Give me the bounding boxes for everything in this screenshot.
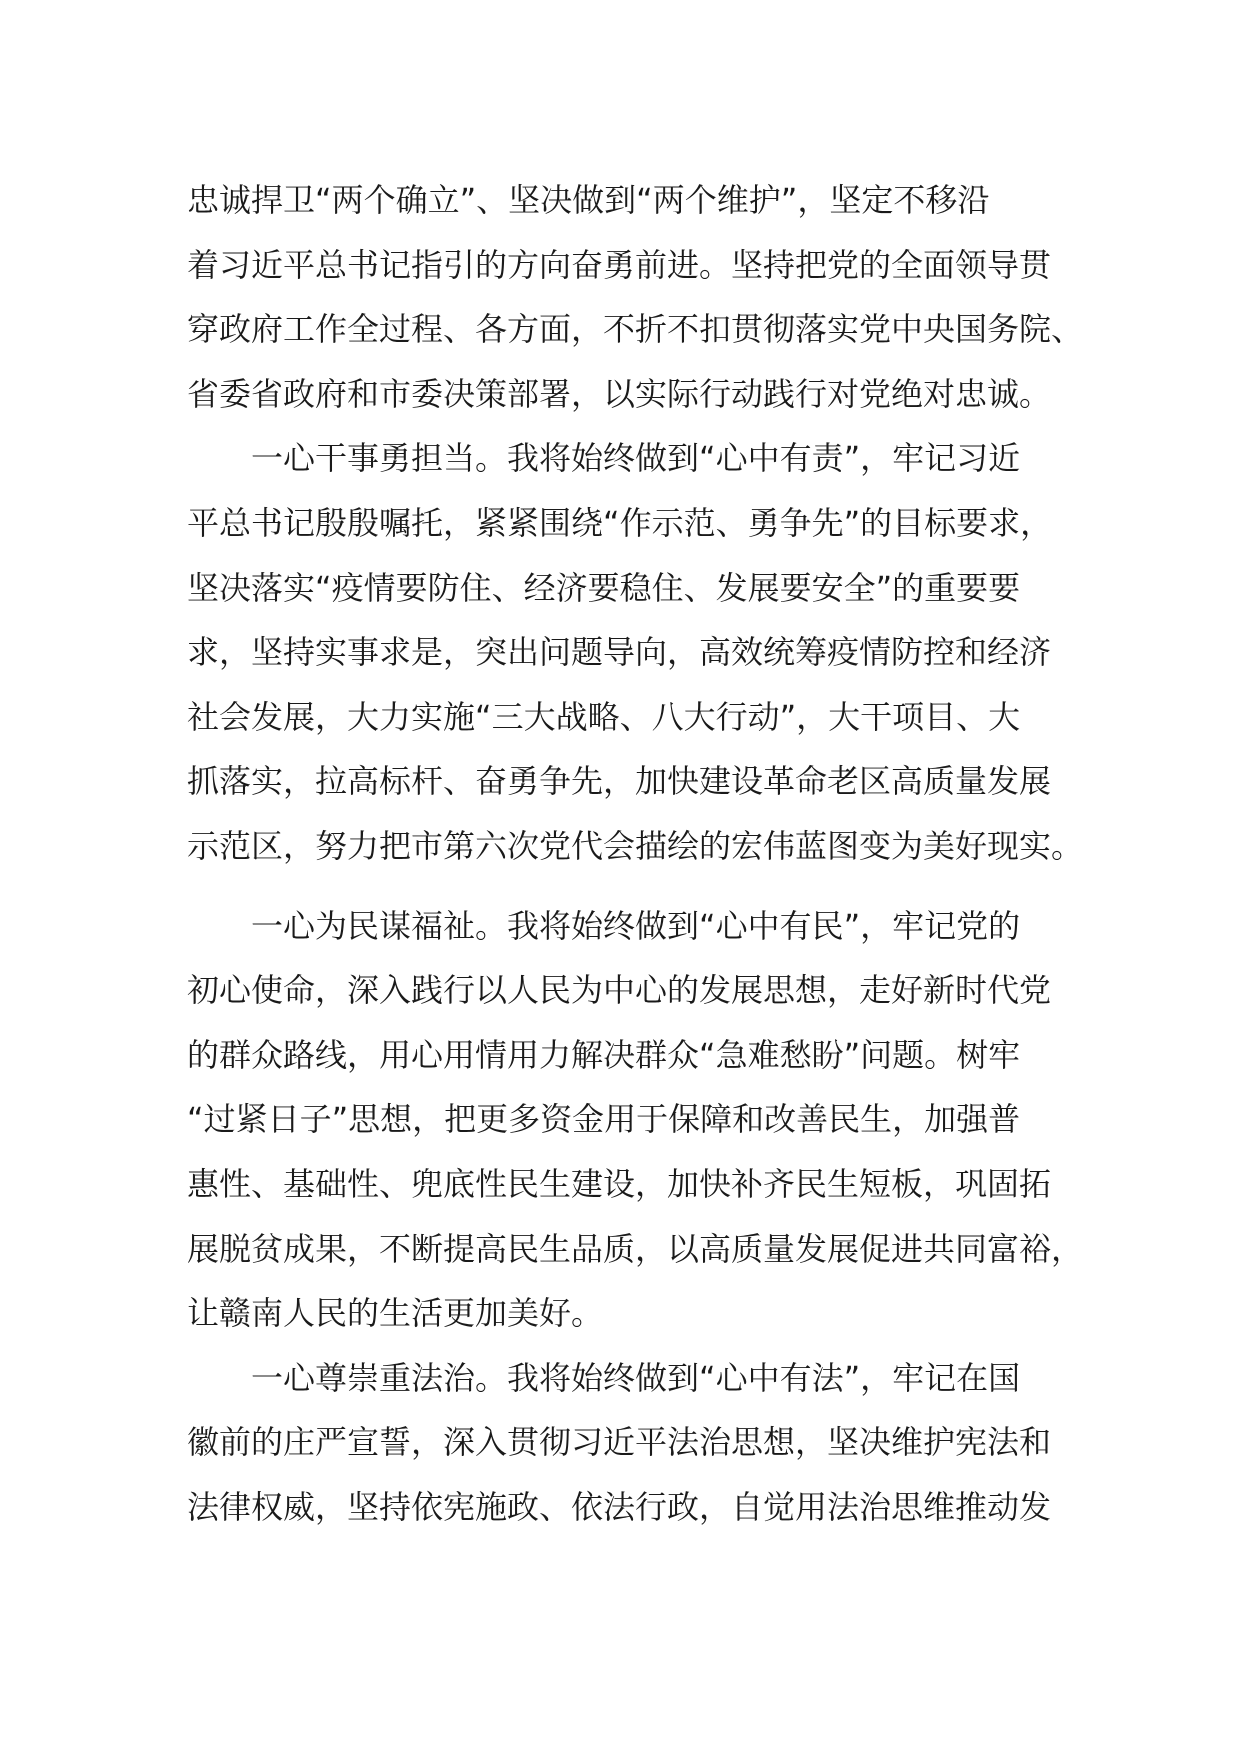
text-line: 徽前的庄严宣誓，深入贯彻习近平法治思想，坚决维护宪法和: [187, 1423, 1052, 1462]
text-line: 一心为民谋福祉。我将始终做到“心中有民”，牢记党的: [251, 906, 1021, 945]
paragraph-people: [187, 894, 1087, 1346]
text-line: 求，坚持实事求是，突出问题导向，高效统筹疫情防控和经济: [187, 633, 1052, 672]
text-line: 省委省政府和市委决策部署，以实际行动践行对党绝对忠诚。: [187, 374, 1052, 413]
text-line: 平总书记殷殷嘱托，紧紧围绕“作示范、勇争先”的目标要求，: [187, 503, 1053, 542]
paragraph-rule-of-law: [187, 1346, 1087, 1540]
text-line: 惠性、基础性、兜底性民生建设，加快补齐民生短板，巩固拓: [187, 1164, 1052, 1203]
document-body: [187, 168, 1087, 1539]
text-line: 忠诚捍卫“两个确立”、坚决做到“两个维护”，坚定不移沿: [187, 181, 990, 219]
text-line: “过紧日子”思想，把更多资金用于保障和改善民生，加强普: [187, 1100, 1021, 1139]
paragraph-responsibility: [187, 426, 1087, 878]
text-line: 穿政府工作全过程、各方面，不折不扣贯彻落实党中央国务院、: [187, 310, 1084, 349]
paragraph-loyalty-continuation: [187, 168, 1087, 426]
text-line: 法律权威，坚持依宪施政、依法行政，自觉用法治思维推动发: [187, 1487, 1052, 1526]
text-line: 初心使命，深入践行以人民为中心的发展思想，走好新时代党: [187, 971, 1052, 1010]
text-line: 一心干事勇担当。我将始终做到“心中有责”，牢记习近: [251, 439, 1021, 478]
text-line: 展脱贫成果，不断提高民生品质，以高质量发展促进共同富裕，: [187, 1229, 1084, 1268]
text-line: 坚决落实“疫情要防住、经济要稳住、发展要安全”的重要要: [187, 568, 1021, 607]
text-line: 示范区，努力把市第六次党代会描绘的宏伟蓝图变为美好现实。: [187, 826, 1084, 865]
text-line: 抓落实，拉高标杆、奋勇争先，加快建设革命老区高质量发展: [187, 762, 1052, 801]
paragraph-spacer: [187, 879, 1087, 894]
text-line: 社会发展，大力实施“三大战略、八大行动”，大干项目、大: [187, 697, 1021, 736]
text-line: 一心尊崇重法治。我将始终做到“心中有法”，牢记在国: [251, 1358, 1021, 1397]
text-line: 让赣南人民的生活更加美好。: [187, 1294, 604, 1333]
text-line: 着习近平总书记指引的方向奋勇前进。坚持把党的全面领导贯: [187, 245, 1052, 284]
text-line: 的群众路线，用心用情用力解决群众“急难愁盼”问题。树牢: [187, 1035, 1021, 1074]
